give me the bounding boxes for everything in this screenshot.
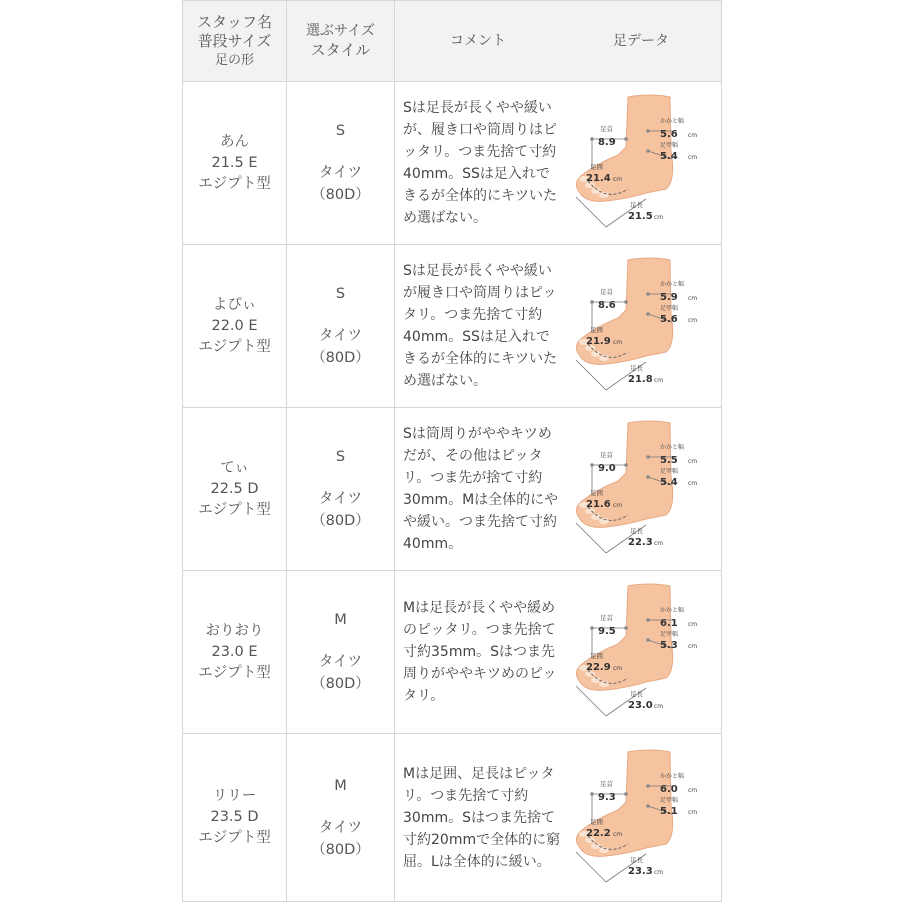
table-row [183,82,722,245]
chosen-size: S [335,286,346,302]
foot-illustration [566,252,716,400]
foot-girth-unit: cm [613,665,623,672]
chosen-size: S [335,449,346,465]
foot-length-label: 足長 [630,201,643,209]
ankle-value: 9.5 [598,626,616,637]
table-row [183,571,722,734]
foot-data-cell [561,734,722,902]
foot-shape: エジプト型 [198,175,271,192]
staff-name: リリー [212,788,257,804]
size-cell [287,245,395,408]
item-style: タイツ [318,165,363,181]
instep-width-unit: cm [688,643,698,650]
comment-cell: Sは足長が長くやや緩いが履き口や筒周りはピッタリ。つま先捨て寸約40mm。SSは足入れできるが全体的にキツいため選ばない。 [395,245,562,408]
instep-width-value: 5.4 [660,477,678,488]
foot-shape: エジプト型 [198,830,271,846]
foot-illustration [566,744,716,892]
instep-width-unit: cm [688,317,698,324]
foot-girth-value: 21.9 [586,336,611,347]
foot-length-value: 23.3 [628,865,653,877]
staff-name: よぴぃ [212,296,257,313]
foot-girth-value: 22.2 [586,827,611,839]
foot-length-unit: cm [654,214,664,221]
staff-cell [183,245,287,408]
header-chosen-size: 選ぶサイズ [306,23,375,39]
foot-shape: エジプト型 [198,664,271,681]
instep-width-value: 5.4 [660,151,678,162]
ankle-label: 足首 [600,125,613,133]
staff-cell [183,408,287,571]
usual-size: 22.0 E [211,317,258,334]
foot-girth-unit: cm [613,830,623,838]
foot-length-value: 21.8 [628,374,653,385]
ankle-value: 8.6 [598,300,616,311]
header-foot-shape: 足の形 [214,52,254,68]
header-style: スタイル [310,41,371,59]
chosen-size: M [334,612,347,628]
foot-girth-value: 22.9 [586,662,611,673]
ankle-value: 9.0 [598,463,616,474]
foot-length-value: 23.0 [628,700,653,711]
foot-data-cell [561,245,722,408]
usual-size: 23.5 D [210,809,259,825]
denier: （80D） [311,841,370,858]
foot-shape: エジプト型 [198,338,271,355]
ankle-label: 足首 [600,288,613,296]
usual-size: 23.0 E [211,643,258,660]
table-row [183,408,722,571]
foot-length-value: 22.3 [628,537,653,548]
item-style: タイツ [318,328,363,344]
heel-width-label: かかと幅 [660,444,685,451]
size-cell [287,734,395,902]
heel-width-unit: cm [688,132,698,139]
denier: （80D） [311,350,370,366]
staff-cell [183,82,287,245]
denier: （80D） [311,187,370,203]
instep-width-value: 5.3 [660,640,678,651]
ankle-value: 8.9 [598,137,616,148]
heel-width-value: 5.5 [660,455,678,466]
size-table-wrapper [182,0,718,902]
header-staff [183,1,287,82]
header-row [183,1,722,82]
table-row [183,734,722,902]
foot-girth-unit: cm [613,502,623,509]
heel-width-value: 6.1 [660,618,678,629]
instep-width-label: 足甲幅 [660,305,679,312]
heel-width-unit: cm [688,621,698,628]
foot-length-unit: cm [654,868,664,876]
foot-length-unit: cm [654,703,664,710]
foot-illustration [566,89,716,237]
staff-name: おりおり [205,622,264,639]
comment-cell: Mは足囲、足長はピッタリ。つま先捨て寸約30mm。Sはつま先捨て寸約20mmで全体的に窮屈。Lは全体的に緩い。 [395,734,562,902]
heel-width-value: 5.9 [660,292,678,303]
size-cell [287,571,395,734]
foot-length-value: 21.5 [628,211,653,222]
foot-girth-label: 足囲 [590,489,603,497]
foot-length-label: 足長 [630,690,643,698]
heel-width-label: かかと幅 [660,281,685,288]
item-style: タイツ [318,491,363,507]
instep-width-unit: cm [688,154,698,161]
comment-cell: Sは足長が長くやや緩いが、履き口や筒周りはピッタリ。つま先捨て寸約40mm。SSは足入れできるが全体的にキツいため選ばない。 [395,82,562,245]
foot-girth-label: 足囲 [590,652,603,660]
header-comment: コメント [395,1,562,82]
foot-girth-label: 足囲 [590,163,603,171]
item-style: タイツ [318,819,363,836]
header-size [287,1,395,82]
foot-girth-unit: cm [613,339,623,346]
ankle-label: 足首 [600,779,613,788]
staff-name: てぃ [220,459,249,476]
heel-width-label: かかと幅 [660,772,685,780]
foot-data-cell [561,408,722,571]
foot-illustration [566,578,716,726]
item-style: タイツ [318,654,363,670]
instep-width-label: 足甲幅 [660,631,679,638]
ankle-label: 足首 [600,614,613,622]
instep-width-value: 5.1 [660,805,678,817]
instep-width-label: 足甲幅 [660,468,679,475]
usual-size: 21.5 E [211,154,258,171]
foot-shape: エジプト型 [198,501,271,518]
foot-girth-value: 21.4 [586,173,611,184]
denier: （80D） [311,513,370,529]
instep-width-value: 5.6 [660,314,678,325]
heel-width-unit: cm [688,295,698,302]
table-row [183,245,722,408]
foot-length-label: 足長 [630,364,643,372]
instep-width-label: 足甲幅 [660,142,679,149]
usual-size: 22.5 D [210,480,259,497]
instep-width-label: 足甲幅 [660,796,679,804]
foot-data-cell [561,82,722,245]
heel-width-label: かかと幅 [660,118,685,125]
chosen-size: M [334,777,347,794]
foot-data-cell [561,571,722,734]
heel-width-unit: cm [688,786,698,794]
chosen-size: S [335,123,346,139]
header-foot-data: 足データ [561,1,722,82]
foot-illustration [566,415,716,563]
foot-girth-unit: cm [613,176,623,183]
heel-width-value: 5.6 [660,129,678,140]
instep-width-unit: cm [688,480,698,487]
size-cell [287,408,395,571]
size-comparison-table [182,0,722,902]
foot-girth-label: 足囲 [590,326,603,334]
denier: （80D） [311,676,370,692]
staff-cell [183,734,287,902]
heel-width-value: 6.0 [660,783,678,795]
staff-name: あん [220,133,249,150]
staff-cell [183,571,287,734]
heel-width-unit: cm [688,458,698,465]
foot-length-unit: cm [654,377,664,384]
heel-width-label: かかと幅 [660,607,685,614]
size-cell [287,82,395,245]
foot-girth-label: 足囲 [590,817,603,826]
comment-cell: Sは筒周りがややキツめだが、その他はピッタリ。つま先が捨て寸約30mm。Mは全体的にやや緩い。つま先捨て寸約40mm。 [395,408,562,571]
foot-length-unit: cm [654,540,664,547]
ankle-value: 9.3 [598,791,616,803]
foot-girth-value: 21.6 [586,499,611,510]
foot-length-label: 足長 [630,855,643,864]
foot-length-label: 足長 [630,527,643,535]
header-usual-size: 普段サイズ [197,31,272,50]
ankle-label: 足首 [600,451,613,459]
instep-width-unit: cm [688,808,698,816]
header-staff-name: スタッフ名 [196,12,272,31]
comment-cell: Mは足長が長くやや緩めのピッタリ。つま先捨て寸約35mm。Sはつま先周りがややキツめのピッタリ。 [395,571,562,734]
